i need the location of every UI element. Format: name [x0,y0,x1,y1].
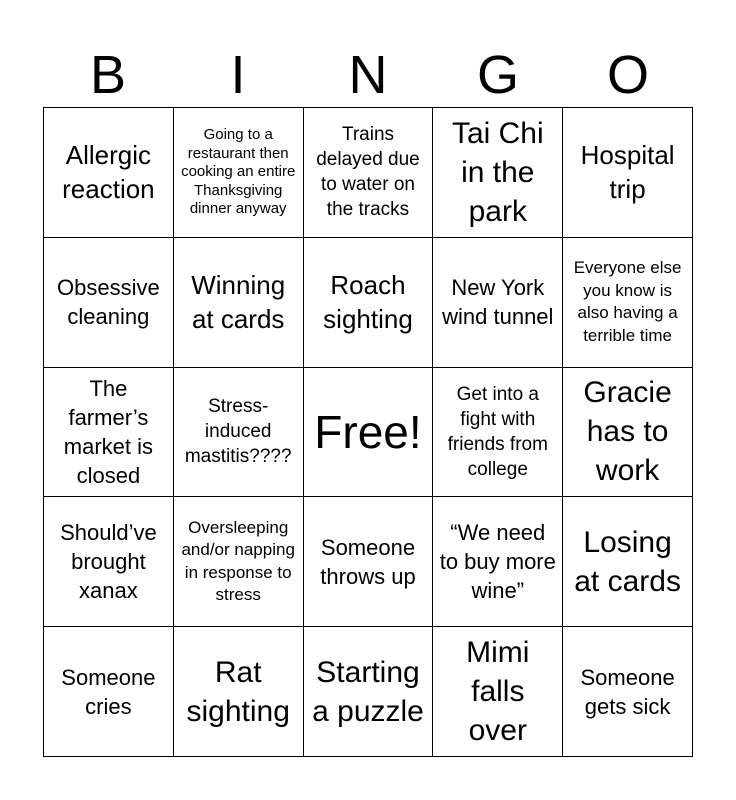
bingo-cell[interactable] [433,368,563,498]
bingo-cell[interactable] [174,368,304,498]
bingo-cell-text: Tai Chi in the park [451,116,544,228]
bingo-cell-text: “We need to buy more wine” [439,520,556,604]
bingo-cell[interactable] [304,108,434,238]
bingo-cell[interactable] [44,108,174,238]
bingo-cell-text: Winning at cards [191,270,286,335]
free-space-cell[interactable] [304,368,434,498]
free-space-text: Free! [314,405,422,458]
bingo-cell-text: Rat sighting [186,655,290,728]
bingo-cell[interactable] [44,238,174,368]
bingo-cell-text: Someone cries [61,664,156,719]
bingo-header [43,44,693,106]
bingo-cell[interactable] [44,627,174,757]
bingo-cell[interactable] [174,108,304,238]
bingo-cell-text: New York wind tunnel [442,275,554,330]
bingo-cell[interactable] [433,238,563,368]
bingo-cell-text: Someone throws up [320,534,416,589]
header-letter-i: I [230,45,246,105]
bingo-cell[interactable] [44,368,174,498]
bingo-cell[interactable] [44,497,174,627]
bingo-cell-text: Allergic reaction [62,140,155,205]
bingo-cell[interactable] [563,368,693,498]
bingo-cell-text: Losing at cards [574,525,681,598]
bingo-cell-text: Trains delayed due to water on the tracks [316,124,420,221]
bingo-cell-text: Oversleeping and/or napping in response to stress [181,517,295,605]
bingo-cell[interactable] [433,627,563,757]
bingo-cell-text: Starting a puzzle [312,655,424,728]
bingo-cell-text: Should’ve brought xanax [60,520,157,604]
bingo-cell-text: Get into a fight with friends from college [447,383,548,480]
bingo-cell[interactable] [174,497,304,627]
bingo-cell[interactable] [174,627,304,757]
bingo-cell-text: Someone gets sick [580,664,675,719]
header-letter-b: B [89,45,127,105]
bingo-cell[interactable] [304,627,434,757]
bingo-cell-text: Roach sighting [323,270,413,335]
bingo-cell-text: The farmer’s market is closed [63,375,154,488]
header-letter-g: G [476,45,519,105]
header-letter-n: N [348,45,388,105]
bingo-cell[interactable] [563,627,693,757]
bingo-cell[interactable] [563,497,693,627]
bingo-cell[interactable] [433,108,563,238]
bingo-cell[interactable] [174,238,304,368]
bingo-cell[interactable] [304,497,434,627]
bingo-cell-text: Everyone else you know is also having a terrible time [573,258,682,345]
bingo-cell[interactable] [563,108,693,238]
bingo-cell-text: Stress-induced mastitis???? [184,396,292,468]
bingo-cell[interactable] [433,497,563,627]
bingo-cell-text: Obsessive cleaning [57,275,160,330]
bingo-cell[interactable] [563,238,693,368]
bingo-cell-text: Mimi falls over [466,636,530,748]
bingo-cell-text: Hospital trip [580,140,675,205]
header-letter-o: O [606,45,649,105]
bingo-cell-text: Gracie has to work [583,376,672,488]
bingo-cell[interactable] [304,238,434,368]
bingo-card-grid [43,107,693,757]
bingo-cell-text: Going to a restaurant then cooking an entire Thanksgiving dinner anyway [181,126,296,218]
